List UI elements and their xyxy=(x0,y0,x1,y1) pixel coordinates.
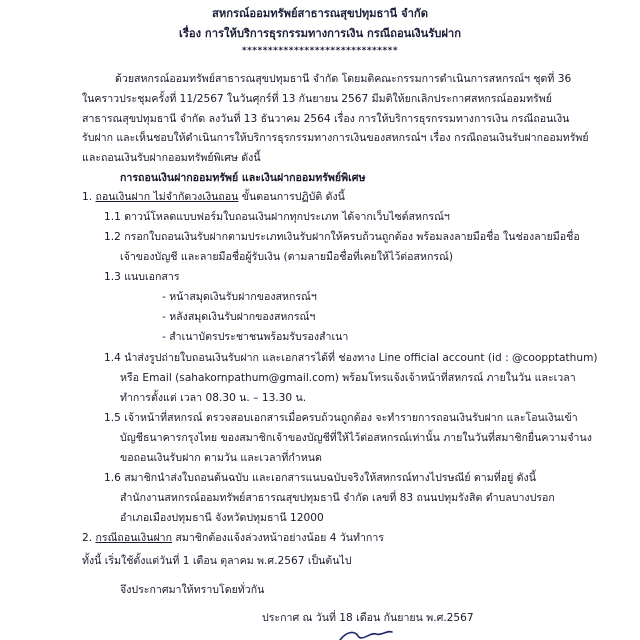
item-1 xyxy=(82,190,345,204)
step-1-2-line-2: เจ้าของบัญชี และลายมือชื่อผู้รับเงิน (ตามลายมือชื่อที่เคยให้ไว้ต่อสหกรณ์) xyxy=(120,251,454,263)
attachment-item: - หน้าสมุดเงินรับฝากของสหกรณ์ฯ xyxy=(162,291,317,303)
intro-line-3: สาธารณสุขปทุมธานี จำกัด ลงวันที่ 13 ธันวาคม 2564 เรื่อง การให้บริการธุรกรรมทางการเงิน กรณีถอนเงิน xyxy=(82,113,570,125)
step-1-5-line-3: ขอถอนเงินรับฝาก ตามวัน และเวลาที่กำหนด xyxy=(120,452,322,464)
subject-line: เรื่อง การให้บริการธุรกรรมทางการเงิน กรณีถอนเงินรับฝาก xyxy=(179,27,461,40)
signature-mark xyxy=(336,626,396,640)
section-title: การถอนเงินฝากออมทรัพย์ และเงินฝากออมทรัพย์พิเศษ xyxy=(120,172,366,184)
intro-line-5: และถอนเงินรับฝากออมทรัพย์พิเศษ ดังนี้ xyxy=(82,152,261,164)
announcement: จึงประกาศมาให้ทราบโดยทั่วกัน xyxy=(120,584,265,596)
step-1-5-line-2: บัญชีธนาคารกรุงไทย ของสมาชิกเจ้าของบัญชีที่ให้ไว้ต่อสหกรณ์เท่านั้น ภายในวันที่สมาชิกยื่นความจำนง xyxy=(120,432,592,444)
intro-line-2: ในคราวประชุมครั้งที่ 11/2567 ในวันศุกร์ที่ 13 กันยายน 2567 มีมติให้ยกเลิกประกาศสหกรณ์ออมทรัพย์ xyxy=(82,93,552,105)
step-1-4-line-3: ทำการตั้งแต่ เวลา 08.30 น. – 13.30 น. xyxy=(120,392,307,404)
intro-line-1: ด้วยสหกรณ์ออมทรัพย์สาธารณสุขปทุมธานี จำกัด โดยมติคณะกรรมการดำเนินการสหกรณ์ฯ ชุดที่ 36 xyxy=(115,73,572,85)
attachment-item: - สำเนาบัตรประชาชนพร้อมรับรองสำเนา xyxy=(162,331,349,343)
item-2-number: 2. xyxy=(82,532,93,544)
item-2-rest: สมาชิกต้องแจ้งล่วงหน้าอย่างน้อย 4 วันทำการ xyxy=(172,532,384,544)
item-2 xyxy=(82,531,384,545)
item-1-rest: ขั้นตอนการปฏิบัติ ดังนี้ xyxy=(238,191,345,203)
separator-line: ****************************** xyxy=(241,46,399,56)
step-1-1: 1.1 ดาวน์โหลดแบบฟอร์มใบถอนเงินฝากทุกประเภท ได้จากเว็บไซต์สหกรณ์ฯ xyxy=(104,211,450,223)
step-1-4-line-1: 1.4 นำส่งรูปถ่ายใบถอนเงินรับฝาก และเอกสารได้ที่ ช่องทาง Line official account (id : @coopptathum) xyxy=(104,352,598,364)
item-1-number: 1. xyxy=(82,191,93,203)
item-1-underlined: ถอนเงินฝาก ไม่จำกัดวงเงินถอน xyxy=(95,191,239,203)
step-1-2-line-1: 1.2 กรอกใบถอนเงินรับฝากตามประเภทเงินรับฝากให้ครบถ้วนถูกต้อง พร้อมลงลายมือชื่อ ในช่องลายมือชื่อ xyxy=(104,231,580,243)
org-title: สหกรณ์ออมทรัพย์สาธารณสุขปทุมธานี จำกัด xyxy=(212,7,428,20)
step-1-6-line-1: 1.6 สมาชิกนำส่งใบถอนต้นฉบับ และเอกสารแนบฉบับจริงให้สหกรณ์ทางไปรษณีย์ ตามที่อยู่ ดังนี้ xyxy=(104,472,536,484)
effective-date: ทั้งนี้ เริ่มใช้ตั้งแต่วันที่ 1 เดือน ตุลาคม พ.ศ.2567 เป็นต้นไป xyxy=(82,555,352,567)
announcement-date: ประกาศ ณ วันที่ 18 เดือน กันยายน พ.ศ.2567 xyxy=(262,612,474,624)
step-1-4-line-2: หรือ Email (sahakornpathum@gmail.com) พร้อมโทรแจ้งเจ้าหน้าที่สหกรณ์ ภายในวัน และเวลา xyxy=(120,372,576,384)
attachment-item: - หลังสมุดเงินรับฝากของสหกรณ์ฯ xyxy=(162,311,316,323)
intro-line-4: รับฝาก และเห็นชอบให้ดำเนินการให้บริการธุรกรรมทางการเงินของสหกรณ์ฯ เรื่อง กรณีถอนเงินรับฝากออมทรัพย์ xyxy=(82,132,589,144)
step-1-3-title: 1.3 แนบเอกสาร xyxy=(104,271,180,283)
step-1-6-line-2: สำนักงานสหกรณ์ออมทรัพย์สาธารณสุขปทุมธานี จำกัด เลขที่ 83 ถนนปทุมรังสิต ตำบลบางปรอก xyxy=(120,492,555,504)
item-2-underlined: กรณีถอนเงินฝาก xyxy=(95,532,173,544)
step-1-6-line-3: อำเภอเมืองปทุมธานี จังหวัดปทุมธานี 12000 xyxy=(120,512,324,524)
step-1-5-line-1: 1.5 เจ้าหน้าที่สหกรณ์ ตรวจสอบเอกสารเมื่อครบถ้วนถูกต้อง จะทำรายการถอนเงินรับฝาก และโอนเงินเข้า xyxy=(104,412,578,424)
